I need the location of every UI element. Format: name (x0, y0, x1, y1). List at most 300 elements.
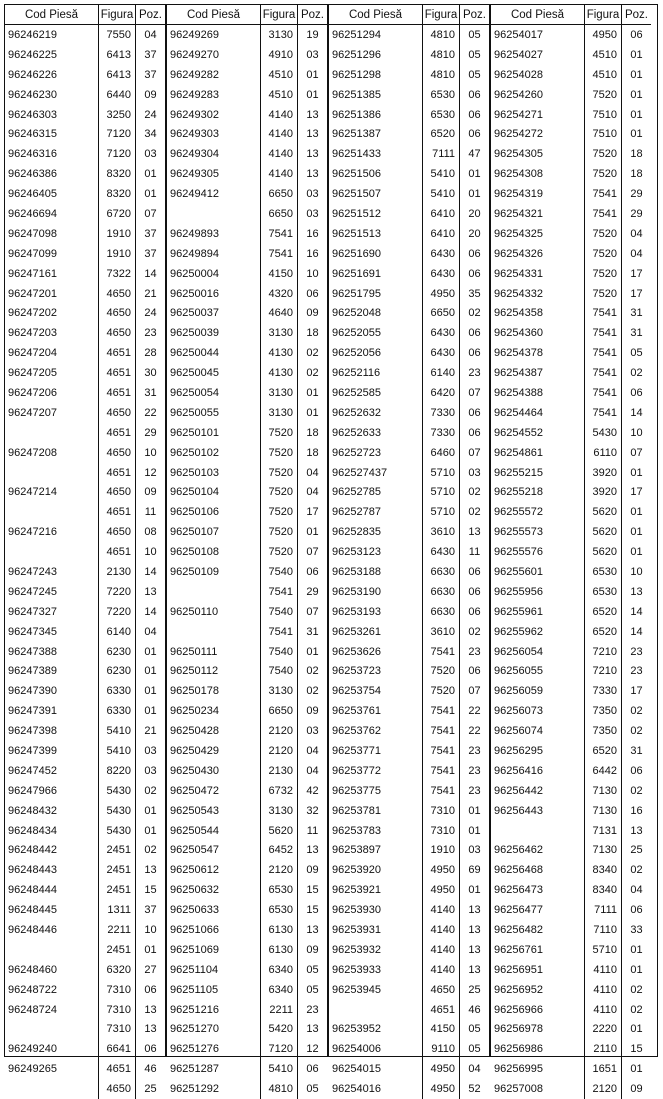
figure-number: 6230 (99, 642, 136, 662)
figure-number: 7520 (585, 224, 622, 244)
figure-number: 6630 (423, 562, 460, 582)
position-number: 69 (468, 864, 481, 877)
figure-number: 6430 (423, 542, 460, 562)
figure-number: 5710 (423, 502, 460, 522)
figure-number: 6641 (99, 1039, 136, 1059)
table-row (491, 741, 651, 761)
position-number: 09 (306, 943, 319, 956)
table-row (491, 841, 651, 861)
position-number: 14 (630, 406, 643, 419)
figure-number: 2451 (99, 860, 136, 880)
part-code (329, 1000, 423, 1020)
table-row (329, 284, 489, 304)
position-number: 06 (468, 347, 481, 360)
position-number: 02 (630, 1003, 643, 1016)
table-row (5, 363, 165, 383)
figure-number: 7520 (261, 502, 298, 522)
table-row (491, 65, 651, 85)
table-row (167, 363, 327, 383)
figure-number: 4510 (261, 65, 298, 85)
part-code: 96253761 (329, 701, 423, 721)
table-row (167, 761, 327, 781)
part-code: 96251506 (329, 164, 423, 184)
position-number: 13 (468, 963, 481, 976)
position-number: 37 (144, 904, 157, 917)
position-number: 04 (630, 247, 643, 260)
part-code: 96250632 (167, 880, 261, 900)
position-number: 09 (630, 1083, 643, 1096)
position-number: 02 (630, 864, 643, 877)
table-row (5, 105, 165, 125)
table-row (491, 960, 651, 980)
table-row (167, 781, 327, 801)
position-number: 07 (144, 207, 157, 220)
figure-number: 7520 (585, 244, 622, 264)
table-row (167, 880, 327, 900)
position-number: 07 (306, 546, 319, 559)
position-number: 02 (306, 367, 319, 380)
part-code: 96248445 (5, 900, 99, 920)
part-code: 96254027 (491, 45, 585, 65)
part-code: 96256443 (491, 801, 585, 821)
figure-number: 5710 (423, 463, 460, 483)
figure-number: 4510 (261, 85, 298, 105)
part-code: 96255573 (491, 522, 585, 542)
figure-number: 6430 (423, 323, 460, 343)
part-code: 96255576 (491, 542, 585, 562)
figure-number: 7541 (423, 761, 460, 781)
part-code: 96253945 (329, 980, 423, 1000)
part-code: 96248724 (5, 1000, 99, 1020)
table-row (491, 860, 651, 880)
part-code: 96254028 (491, 65, 585, 85)
table-row (5, 701, 165, 721)
figure-number: 4950 (423, 860, 460, 880)
position-number: 31 (144, 386, 157, 399)
figure-number: 2220 (585, 1020, 622, 1040)
figure-number: 7330 (423, 403, 460, 423)
table-row (167, 622, 327, 642)
part-code: 96249303 (167, 124, 261, 144)
table-row (491, 423, 651, 443)
part-code: 96249412 (167, 184, 261, 204)
figure-number: 4651 (99, 383, 136, 403)
position-number: 29 (630, 188, 643, 201)
figure-number: 4950 (585, 25, 622, 45)
figure-number: 4950 (423, 880, 460, 900)
figure-number: 7111 (423, 144, 460, 164)
position-number: 12 (144, 466, 157, 479)
figure-number: 8320 (99, 184, 136, 204)
figure-number: 7541 (261, 244, 298, 264)
table-row (329, 582, 489, 602)
part-code: 96248434 (5, 821, 99, 841)
part-code: 96250037 (167, 303, 261, 323)
column-block (489, 5, 651, 1096)
figure-number: 7120 (99, 144, 136, 164)
figure-number: 6340 (261, 980, 298, 1000)
position-number: 31 (630, 307, 643, 320)
figure-number: 6720 (99, 204, 136, 224)
figure-number: 2130 (99, 562, 136, 582)
figure-number: 7520 (585, 85, 622, 105)
figure-number: 4510 (585, 45, 622, 65)
figure-number: 5410 (99, 721, 136, 741)
figure-number: 7541 (585, 343, 622, 363)
part-code (5, 423, 99, 443)
figure-number: 3130 (261, 323, 298, 343)
table-row (329, 363, 489, 383)
figure-number: 2211 (261, 1000, 298, 1020)
position-number: 01 (630, 1023, 643, 1036)
position-number: 11 (144, 506, 157, 519)
position-number: 09 (306, 864, 319, 877)
figure-number: 1651 (585, 1059, 622, 1079)
part-code: 96249240 (5, 1039, 99, 1059)
part-code: 96250108 (167, 542, 261, 562)
part-code: 96246225 (5, 45, 99, 65)
part-code: 96255218 (491, 482, 585, 502)
figure-number: 3610 (423, 522, 460, 542)
position-number: 10 (630, 426, 643, 439)
position-number: 22 (468, 705, 481, 718)
position-number: 46 (144, 1063, 157, 1076)
position-number: 24 (144, 307, 157, 320)
figure-number: 7541 (585, 184, 622, 204)
header-row (491, 5, 651, 25)
position-number: 23 (630, 665, 643, 678)
figure-number: 6530 (585, 582, 622, 602)
figure-number: 4150 (423, 1020, 460, 1040)
position-number: 13 (630, 824, 643, 837)
table-row (329, 25, 489, 45)
table-row (5, 244, 165, 264)
position-number: 37 (144, 48, 157, 61)
table-row (329, 482, 489, 502)
position-number: 01 (630, 68, 643, 81)
part-code: 96253626 (329, 642, 423, 662)
table-row (491, 443, 651, 463)
part-code: 96248432 (5, 801, 99, 821)
table-row (167, 642, 327, 662)
part-code: 96250109 (167, 562, 261, 582)
part-code: 96246226 (5, 65, 99, 85)
position-number: 13 (468, 924, 481, 937)
position-number: 02 (306, 685, 319, 698)
table-row (329, 801, 489, 821)
table-row (5, 721, 165, 741)
figure-number: 6410 (423, 204, 460, 224)
part-code: 96251385 (329, 85, 423, 105)
figure-number: 7520 (423, 662, 460, 682)
part-code: 96257008 (491, 1079, 585, 1099)
table-row (329, 164, 489, 184)
part-code: 96253261 (329, 622, 423, 642)
position-number: 08 (144, 526, 157, 539)
figure-number: 7130 (585, 801, 622, 821)
position-number: 31 (630, 745, 643, 757)
figure-number: 7310 (423, 801, 460, 821)
table-row (329, 1079, 489, 1099)
part-code: 96248446 (5, 920, 99, 940)
table-row (329, 144, 489, 164)
part-code: 96249270 (167, 45, 261, 65)
header-figure: Figura (585, 5, 622, 24)
table-row (5, 841, 165, 861)
position-number: 02 (468, 486, 481, 499)
figure-number: 7130 (585, 841, 622, 861)
part-code: 96250101 (167, 423, 261, 443)
position-number: 04 (306, 764, 319, 777)
position-number: 28 (144, 347, 157, 360)
position-number: 13 (306, 844, 319, 857)
table-row (329, 443, 489, 463)
part-code: 96253920 (329, 860, 423, 880)
part-code: 96247098 (5, 224, 99, 244)
position-number: 01 (468, 188, 481, 201)
position-number: 03 (144, 148, 157, 161)
part-code: 96247243 (5, 562, 99, 582)
position-number: 24 (144, 108, 157, 121)
position-number: 25 (468, 983, 481, 996)
table-row (5, 980, 165, 1000)
table-row (329, 821, 489, 841)
position-number: 46 (468, 1003, 481, 1016)
position-number: 02 (630, 725, 643, 738)
table-row (5, 801, 165, 821)
table-row (329, 562, 489, 582)
figure-number: 5420 (261, 1020, 298, 1040)
table-row (329, 681, 489, 701)
part-code: 96254861 (491, 443, 585, 463)
part-code: 96254332 (491, 284, 585, 304)
table-row (167, 900, 327, 920)
part-code: 96251270 (167, 1020, 261, 1040)
position-number: 31 (630, 327, 643, 340)
position-number: 05 (306, 1083, 319, 1096)
part-code: 96255572 (491, 502, 585, 522)
table-row (491, 542, 651, 562)
position-number: 23 (306, 1003, 319, 1016)
table-row (329, 960, 489, 980)
figure-number: 7541 (585, 303, 622, 323)
figure-number: 4651 (99, 1059, 136, 1079)
table-row (167, 741, 327, 761)
part-code: 96256473 (491, 880, 585, 900)
table-row (491, 204, 651, 224)
position-number: 18 (630, 168, 643, 181)
part-code: 96246405 (5, 184, 99, 204)
table-row (329, 323, 489, 343)
table-row (5, 1059, 165, 1079)
figure-number: 6650 (261, 184, 298, 204)
position-number: 04 (630, 227, 643, 240)
table-row (167, 423, 327, 443)
table-row (491, 184, 651, 204)
position-number: 07 (468, 685, 481, 698)
position-number: 17 (630, 287, 643, 300)
part-code: 96254326 (491, 244, 585, 264)
table-row (5, 821, 165, 841)
part-code: 96256442 (491, 781, 585, 801)
position-number: 06 (306, 287, 319, 300)
table-row (491, 264, 651, 284)
part-code: 96247398 (5, 721, 99, 741)
table-row (329, 204, 489, 224)
table-row (5, 303, 165, 323)
part-code: 96250102 (167, 443, 261, 463)
figure-number: 6520 (585, 622, 622, 642)
column-block (165, 5, 327, 1096)
figure-number: 8340 (585, 880, 622, 900)
table-row (167, 1020, 327, 1040)
part-code: 96246303 (5, 105, 99, 125)
table-row (329, 65, 489, 85)
table-row (491, 582, 651, 602)
table-row (329, 980, 489, 1000)
position-number: 03 (144, 745, 157, 757)
position-number: 35 (468, 287, 481, 300)
figure-number: 3130 (261, 681, 298, 701)
position-number: 13 (144, 585, 157, 598)
figure-number: 7520 (423, 681, 460, 701)
part-code: 96253775 (329, 781, 423, 801)
part-code: 96254360 (491, 323, 585, 343)
table-row (491, 701, 651, 721)
position-number: 06 (468, 605, 481, 618)
figure-number: 7541 (261, 224, 298, 244)
table-row (329, 184, 489, 204)
figure-number: 4651 (99, 502, 136, 522)
table-row (167, 303, 327, 323)
table-row (5, 562, 165, 582)
part-code: 96252835 (329, 522, 423, 542)
position-number: 22 (144, 406, 157, 419)
figure-number: 7111 (585, 900, 622, 920)
part-code: 96251294 (329, 25, 423, 45)
position-number: 06 (468, 426, 481, 439)
position-number: 23 (468, 764, 481, 777)
table-row (167, 602, 327, 622)
table-row (5, 224, 165, 244)
part-code: 96247201 (5, 284, 99, 304)
position-number: 31 (306, 625, 319, 638)
figure-number: 4950 (423, 1059, 460, 1079)
part-code: 96254378 (491, 343, 585, 363)
figure-number: 7520 (261, 463, 298, 483)
figure-number: 7220 (99, 602, 136, 622)
part-code: 96251690 (329, 244, 423, 264)
table-row (167, 662, 327, 682)
part-code: 96251104 (167, 960, 261, 980)
header-figure: Figura (99, 5, 136, 24)
part-code: 96252632 (329, 403, 423, 423)
part-code: 96252055 (329, 323, 423, 343)
figure-number: 7541 (423, 642, 460, 662)
table-row (167, 841, 327, 861)
position-number: 06 (468, 665, 481, 678)
position-number: 06 (144, 1043, 157, 1056)
part-code: 96247216 (5, 522, 99, 542)
position-number: 01 (306, 386, 319, 399)
part-code: 96251292 (167, 1079, 261, 1099)
table-row (491, 1039, 651, 1059)
figure-number: 3130 (261, 403, 298, 423)
table-row (329, 721, 489, 741)
header-pos: Poz. (300, 8, 324, 21)
table-row (5, 662, 165, 682)
part-code: 96256966 (491, 1000, 585, 1020)
part-code: 96250004 (167, 264, 261, 284)
figure-number: 7310 (423, 821, 460, 841)
position-number: 02 (630, 983, 643, 996)
part-code: 96250045 (167, 363, 261, 383)
part-code: 96251069 (167, 940, 261, 960)
part-code: 96251105 (167, 980, 261, 1000)
table-row (167, 184, 327, 204)
figure-number: 4510 (585, 65, 622, 85)
figure-number: 4651 (99, 343, 136, 363)
part-code: 96250472 (167, 781, 261, 801)
figure-number: 4651 (99, 463, 136, 483)
position-number: 01 (630, 963, 643, 976)
table-row (491, 144, 651, 164)
table-row (329, 1059, 489, 1079)
table-row (329, 105, 489, 125)
position-number: 06 (468, 327, 481, 340)
part-code: 96250633 (167, 900, 261, 920)
position-number: 21 (144, 725, 157, 738)
figure-number: 6452 (261, 841, 298, 861)
table-row (491, 343, 651, 363)
position-number: 06 (468, 108, 481, 121)
position-number: 01 (144, 804, 157, 817)
part-code: 96251276 (167, 1039, 261, 1059)
part-code: 96253772 (329, 761, 423, 781)
table-row (167, 681, 327, 701)
part-code: 96251298 (329, 65, 423, 85)
part-code (5, 542, 99, 562)
position-number: 14 (144, 267, 157, 280)
table-row (5, 65, 165, 85)
position-number: 14 (630, 625, 643, 638)
part-code: 96253952 (329, 1020, 423, 1040)
part-code: 96251387 (329, 124, 423, 144)
table-row (167, 343, 327, 363)
table-row (5, 642, 165, 662)
figure-number: 6530 (585, 562, 622, 582)
table-row (5, 781, 165, 801)
figure-number: 4650 (99, 522, 136, 542)
figure-number: 4910 (261, 45, 298, 65)
part-code: 96247391 (5, 701, 99, 721)
figure-number: 2110 (585, 1039, 622, 1059)
position-number: 17 (630, 486, 643, 499)
table-row (5, 920, 165, 940)
table-row (5, 284, 165, 304)
table-row (167, 323, 327, 343)
table-row (329, 463, 489, 483)
figure-number: 4650 (99, 403, 136, 423)
position-number: 01 (630, 943, 643, 956)
table-row (5, 502, 165, 522)
part-code: 96246386 (5, 164, 99, 184)
table-row (167, 1039, 327, 1059)
part-code: 96252785 (329, 482, 423, 502)
position-number: 04 (306, 466, 319, 479)
position-number: 06 (468, 585, 481, 598)
part-code: 96247214 (5, 482, 99, 502)
